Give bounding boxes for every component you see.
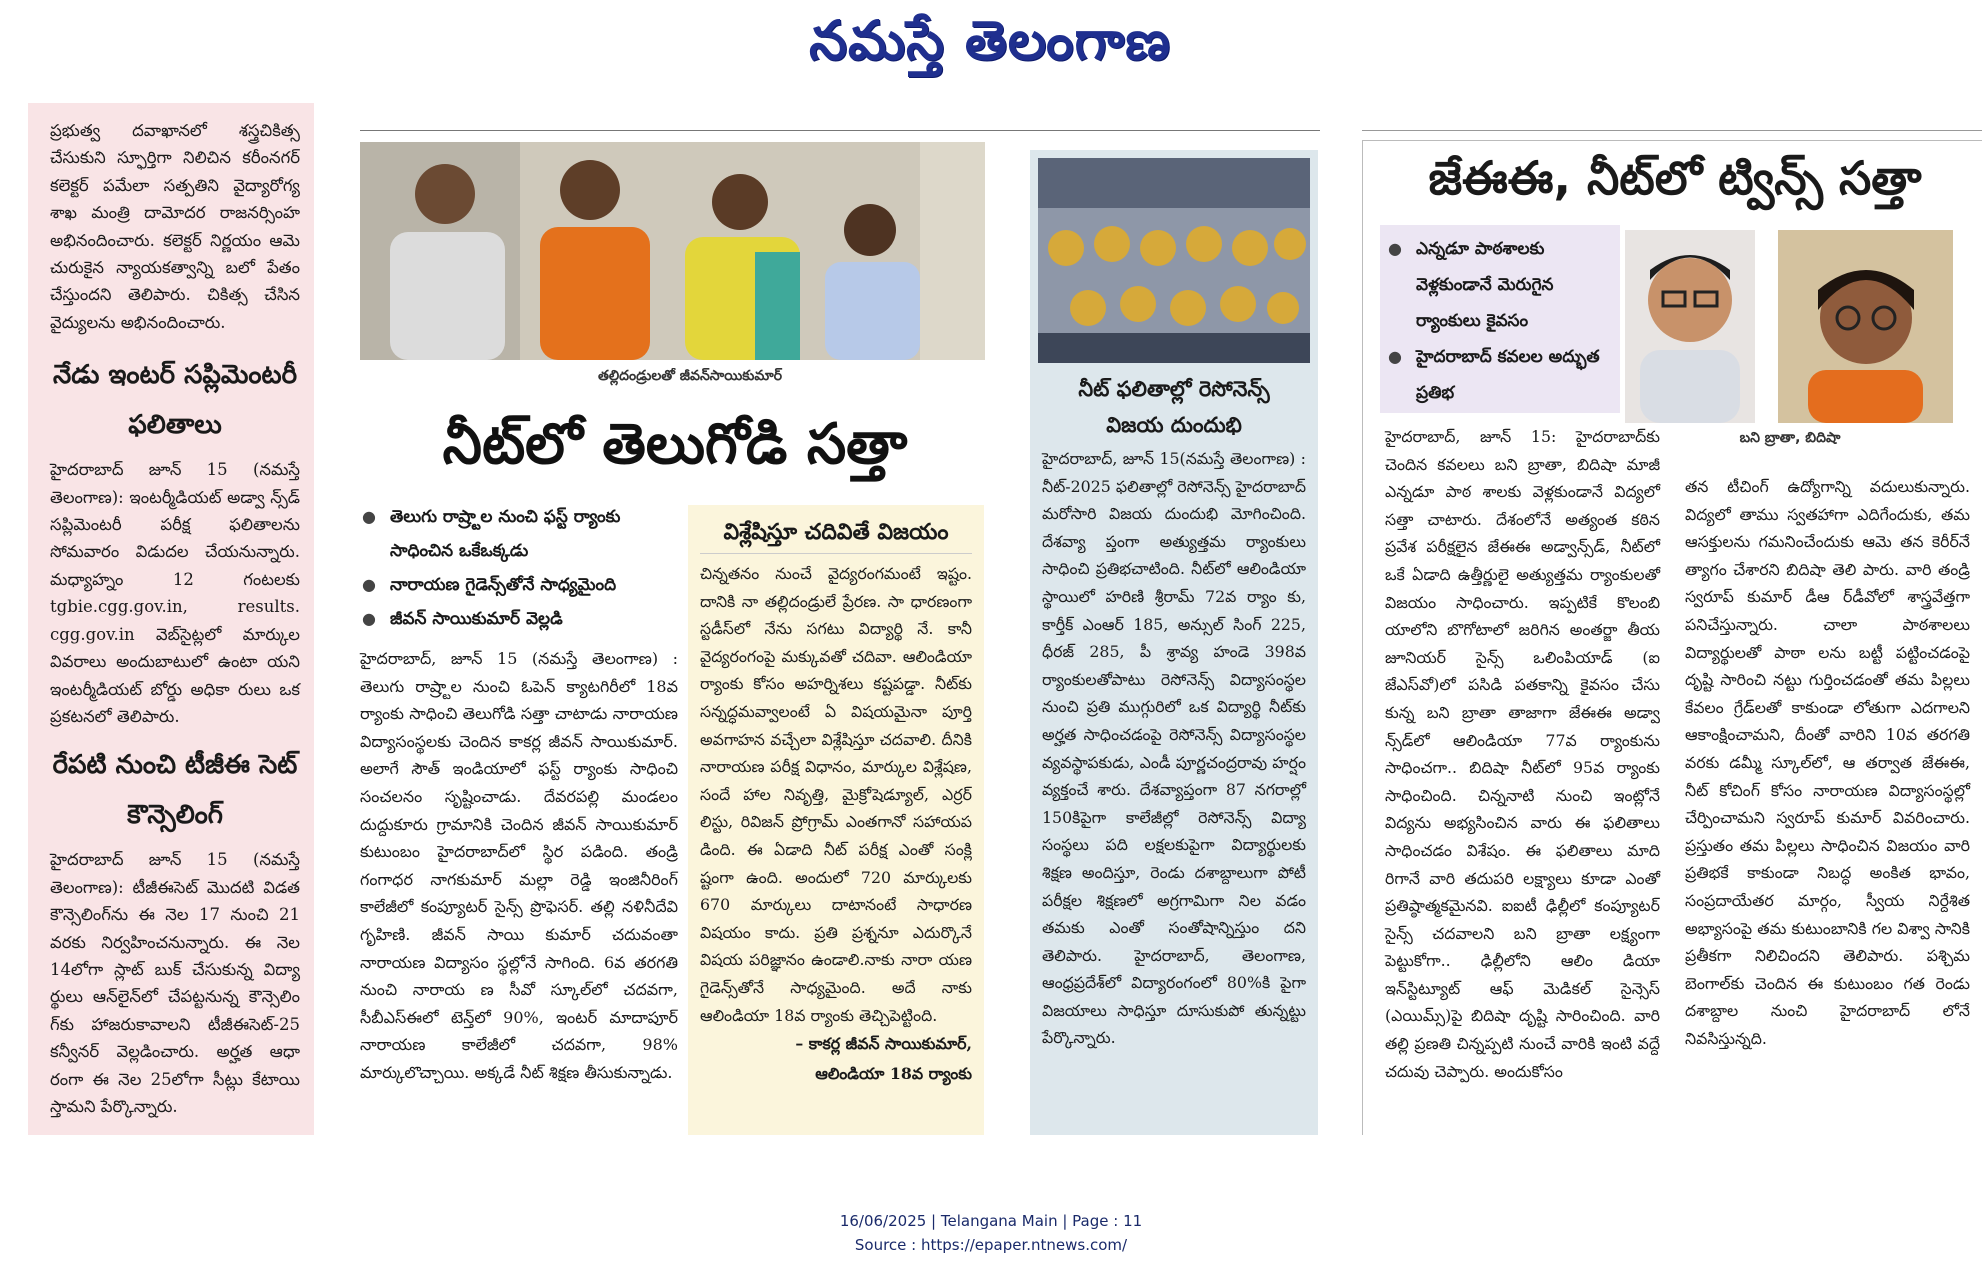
- twins-text-part-2: తన టీచింగ్ ఉద్యోగాన్ని వదులుకున్నారు. విద్యలో తాము స్వతహాగా ఎదిగేందుకు, తమ ఆసక్తులను గమనించేందుకు ఆమె తన కెరీర్‌నే త్యాగం చేశారని బిదిషా తెలి పారు. వారి తండ్రి స్వరూప్ కుమార్ డీఆ ర్‌డీవోలో శాస్త్రవేత్తగా పనిచేస్తున్నారు. చాలా పాఠశాలలు విద్యార్థులతో పాఠా లను బట్టీ పట్టించడంపై దృష్టి సారించి నట్టు గుర్తించడంతో తమ పిల్లలు కేవలం గ్రేడ్‌లతో కాకుండా లోతుగా ఎదగాలని ఆకాంక్షించామని, దీంతో వారిని 10వ తరగతి వరకు డమ్మీ స్కూల్‌లో, ఆ తర్వాత జేఈఈ, నీట్ కోచింగ్ కోసం నారాయణ విద్యాసంస్థల్లో చేర్పించామని స్వరూప్ కుమార్ వివరించారు. ప్రస్తుతం తమ పిల్లలు సాధించిన విజయం వారి ప్రతిభకే కాకుండా నిబద్ధ అంకిత భావం, సంప్రదాయేతర మార్గం, స్వీయ నిర్దేశిత అభ్యాసంపై తమ కుటుంబానికి గల విశ్వా సానికి ప్రతీకగా నిలిచిందని తెలిపారు. పశ్చిమ బెంగాల్‌కు చెందిన ఈ కుటుంబం గత రెండు దశాబ్దాల నుంచి హైదరాబాద్ లోనే నివసిస్తున్నది.: [1685, 477, 1970, 1048]
- top-rule: [360, 130, 1320, 131]
- main-story-text: హైదరాబాద్, జూన్ 15 (నమస్తే తెలంగాణ) : తెలుగు రాష్ర్టాల నుంచి ఓపెన్ క్యాటగిరీలో 18వ ర్యాంకు సాధించి తెలుగోడి సత్తా చాటాడు నారాయణ విద్యాసంస్థలకు చెందిన కాకర్ల జీవన్ సాయికుమార్. అలాగే సౌత్ ఇండియాలో ఫస్ట్ ర్యాంకు సాధించి సంచలనం సృష్టించాడు. దేవరపల్లి మండలం దుద్దుకూరు గ్రామానికి చెందిన జీవన్ సాయికుమార్ కుటుంబం హైదరాబాద్‌లో స్థిర పడింది. తండ్రి గంగాధర నాగకుమార్ మల్లా రెడ్డి ఇంజినీరింగ్ కాలేజీలో కంప్యూటర్ సైన్స్ ప్రొఫెసర్. తల్లి నళినీదేవి గృహిణి. జీవన్ సాయి కుమార్ చదువంతా నారాయణ విద్యాసం స్థల్లోనే సాగింది. 6వ తరగతి నుంచి నారాయ ణ సీవో స్కూల్‌లో చదవగా, సీబీఎస్‌ఈలో టెన్త్‌లో 90%, ఇంటర్ మాదాపూర్ నారాయణ కాలేజీలో చదవగా, 98% మార్కులొచ్చాయి. అక్కడే నీట్ శిక్షణ తీసుకున్నాడు.: [360, 649, 678, 1082]
- twins-bullet: ● హైదరాబాద్ కవలల అద్భుత ప్రతిభ: [1388, 339, 1612, 411]
- main-bullet: ● జీవన్ సాయికుమార్ వెల్లడి: [362, 602, 682, 636]
- resonance-headline-2: విజయ దుందుభి: [1106, 413, 1242, 437]
- newspaper-masthead: నమస్తే తెలంగాణ: [809, 8, 1171, 72]
- analysis-sidebar-box: [688, 505, 984, 1135]
- resonance-story: [1030, 150, 1318, 1135]
- twins-bullet-box: [1380, 225, 1620, 413]
- resonance-students-photo: [1038, 158, 1310, 363]
- right-top-rule: [1362, 130, 1982, 131]
- resonance-text: హైదరాబాద్, జూన్ 15(నమస్తే తెలంగాణ) : నీట్-2025 ఫలితాల్లో రెసోనెన్స్ హైదరాబాద్ మరోసారి విజయ దుందుభి మోగించింది. దేశవ్యా ప్తంగా అత్యుత్తమ ర్యాంకులు సాధించి ప్రతిభచాటింది. నీట్‌లో ఆలిండియా స్థాయిలో హరిణి శ్రీరామ్ 72వ ర్యాం కు, కార్తీక్ ఎంఆర్ 185, అన్సుల్ సింగ్ 225, ధీరజ్ 285, పీ శ్రావ్య హండె 398వ ర్యాంకులతోపాటు రెసోనెన్స్ విద్యాసంస్థల నుంచి ప్రతి ముగ్గురిలో ఒక విద్యార్థి నీట్‌కు అర్హత సాధించడంపై రెసోనెన్స్ విద్యాసంస్థల వ్యవస్థాపకుడు, ఎండీ పూర్ణచంద్రరావు హర్షం వ్యక్తంచే శారు. దేశవ్యాప్తంగా 87 నగరాల్లో 150కిపైగా కాలేజీల్లో రెసోనెన్స్ విద్యా సంస్థలు పది లక్షలకుపైగా విద్యార్థులకు శిక్షణ అందిస్తూ, రెండు దశాబ్దాలుగా పోటీ పరీక్షల శిక్షణలో అగ్రగామిగా నిల వడం తమకు ఎంతో సంతోషాన్నిస్తుం దని తెలిపారు. హైదరాబాద్, తెలంగాణ, ఆంధ్రప్రదేశ్‌లో విద్యారంగంలో 80%కి పైగా విజయాలు సాధిస్తూ దూసుకుపో తున్నట్టు పేర్కొన్నారు.: [1042, 449, 1306, 1048]
- collector-brief-text: ప్రభుత్వ దవాఖానలో శస్త్రచికిత్స చేసుకుని స్ఫూర్తిగా నిలిచిన కరీంనగర్ కలెక్టర్ పమేలా సత్పతిని వైద్యారోగ్య శాఖ మంత్రి దామోదర రాజనర్సింహ అభినందించారు. కలెక్టర్ నిర్ణయం ఆమె చురుకైన న్యాయకత్వాన్ని బలో పేతం చేస్తుందని తెలిపారు. చికిత్స చేసిన వైద్యులను అభినందించారు.: [50, 121, 300, 332]
- family-photo-caption: తల్లిదండ్రులతో జీవన్‌సాయికుమార్: [597, 368, 783, 384]
- sidebar-text: చిన్నతనం నుంచే వైద్యరంగమంటే ఇష్టం. దానికి నా తల్లిదండ్రులే ప్రేరణ. సా ధారణంగా స్టడీస్‌లో నేను సగటు విద్యార్థి నే. కానీ వైద్యరంగంపై మక్కువతో చదివా. ఆలిండియా ర్యాంకు కోసం అహర్నిశలు కష్టపడ్డా. నీట్‌కు సన్నద్ధమవ్వాలంటే ఏ విషయమైనా పూర్తి అవగాహన వచ్చేలా విశ్లేషిస్తూ చదవాలి. దీనికి నారాయణ పరీక్ష విధానం, మార్కుల విశ్లేషణ, సందే హాల నివృత్తి, మైక్రోషెడ్యూల్, ఎర్రర్ లిస్టు, రివిజన్ ప్రోగ్రామ్ ఎంతగానో సహాయప డింది. ఈ ఏడాది నీట్ పరీక్ష ఎంతో సంక్లి ష్టంగా ఉంది. అందులో 720 మార్కులకు 670 మార్కులు దాటానంటే సాధారణ విషయం కాదు. ప్రతి ప్రశ్ననూ ఎదుర్కొనే విషయ పరిజ్ఞానం ఉండాలి.నాకు నారా యణ గైడెన్స్‌తోనే సాధ్యమైంది. అదే నాకు ఆలిండియా 18వ ర్యాంకు తెచ్చిపెట్టింది.: [700, 564, 972, 1025]
- twins-headline: జేఈఈ, నీట్‌లో ట్విన్స్ సత్తా: [1428, 151, 1922, 205]
- sidebar-signature-rank: ఆలిండియా 18వ ర్యాంకు: [815, 1064, 972, 1084]
- left-briefs-column: [28, 103, 314, 1135]
- sidebar-signature-name: – కాకర్ల జీవన్ సాయికుమార్,: [795, 1034, 972, 1054]
- footer-source-line: Source : https://epaper.ntnews.com/: [854, 1236, 1128, 1254]
- main-bullets: [362, 500, 682, 636]
- twins-text-part-1: హైదరాబాద్, జూన్ 15: హైదరాబాద్‌కు చెందిన కవలలు బని బ్రాతా, బిదిషా మాజీ ఎన్నడూ పాఠ శాలకు వెళ్లకుండానే విద్యలో సత్తా చాటారు. దేశంలోనే అత్యంత కఠిన ప్రవేశ పరీక్షలైన జేఈఈ అడ్వాన్స్‌డ్, నీట్‌లో ఒకే ఏడాది ఉత్తీర్ణులై అత్యుత్తమ ర్యాంకులతో విజయం సాధించారు. ఇప్పటికే కొలంబి యాలోని బొగోటాలో జరిగిన అంతర్జా తీయ జూనియర్ సైన్స్ ఒలింపియాడ్ (ఐ జేఎస్‌వో)లో పసిడి పతకాన్ని కైవసం చేసు కున్న బని బ్రాతా తాజాగా జేఈఈ అడ్వా న్స్‌డ్‌లో ఆలిండియా 77వ ర్యాంకును సాధించగా.. బిదిషా నీట్‌లో 95వ ర్యాంకు సాధించింది. చిన్ననాటి నుంచి ఇంట్లోనే విద్యను అభ్యసించిన వారు ఈ ఫలితాలు సాధించడం విశేషం. ఈ ఫలితాలు మాది రిగానే వారి తదుపరి లక్ష్యాలు కూడా ఎంతో ప్రతిష్ఠాత్మకమైనవి. ఐఐటీ ఢిల్లీలో కంప్యూటర్ సైన్స్ చదవాలని బని బ్రాతా లక్ష్యంగా పెట్టుకోగా.. ఢిల్లీలోని ఆలిం డియా ఇన్‌స్టిట్యూట్ ఆఫ్ మెడికల్ సైన్సెస్ (ఎయిమ్స్)పై బిదిషా దృష్టి సారించింది. వారి తల్లి ప్రణతి చిన్నప్పటి నుంచే వారికి ఇంటి వద్దే చదువు చెప్పారు. అందుకోసం: [1385, 427, 1660, 1081]
- main-story-body: [360, 645, 678, 1087]
- twins-text-col-2: [1685, 473, 1970, 1052]
- twins-text-col-1: [1385, 423, 1660, 1085]
- sidebar-title: విశ్లేషిస్తూ చదివితే విజయం: [700, 513, 972, 554]
- jeevan-family-photo: [360, 142, 985, 360]
- footer-edition-line: 16/06/2025 | Telangana Main | Page : 11: [839, 1212, 1143, 1230]
- bidisha-photo: [1778, 230, 1953, 423]
- tgecet-counselling-heading: రేపటి నుంచి టీజీఈ సెట్ కౌన్సెలింగ్: [52, 750, 298, 831]
- inter-supplementary-heading: నేడు ఇంటర్ సప్లిమెంటరీ ఫలితాలు: [52, 360, 298, 441]
- main-bullet: ● నారాయణ గైడెన్స్‌తోనే సాధ్యమైంది: [362, 568, 682, 602]
- resonance-headline-1: నీట్ ఫలితాల్లో రెసోనెన్స్: [1078, 377, 1270, 401]
- main-bullet: ● తెలుగు రాష్ర్టాల నుంచి ఫస్ట్ ర్యాంకు సాధించిన ఒకేఒక్కడు: [362, 500, 682, 568]
- twins-bullet: ● ఎన్నడూ పాఠశాలకు వెళ్లకుండానే మెరుగైన ర్యాంకులు కైవసం: [1388, 231, 1612, 339]
- tgecet-counselling-text: హైదరాబాద్ జూన్ 15 (నమస్తే తెలంగాణ): టీజీఈసెట్ మొదటి విడత కౌన్సెలింగ్‌ను ఈ నెల 17 నుంచి 21 వరకు నిర్వహించనున్నారు. ఈ నెల 14లోగా స్లాట్ బుక్ చేసుకున్న విద్యా ర్థులు ఆన్‌లైన్‌లో చేపట్టనున్న కౌన్సెలిం గ్‌కు హాజరుకావాలని టీజీఈసెట్-25 కన్వీనర్ వెల్లడించారు. అర్హత ఆధా రంగా ఈ నెల 25లోగా సీట్లు కేటాయి స్తామని పేర్కొన్నారు.: [50, 850, 300, 1116]
- inter-supplementary-text: హైదరాబాద్ జూన్ 15 (నమస్తే తెలంగాణ): ఇంటర్మీడియట్ అడ్వా న్స్‌డ్ సప్లిమెంటరీ పరీక్ష ఫలితాలను సోమవారం విడుదల చేయనున్నారు. మధ్యాహ్నం 12 గంటలకు tgbie.cgg.gov.in, results. cgg.gov.in వెబ్‌సైట్లలో మార్కుల వివరాలు అందుబాటులో ఉంటా యని ఇంటర్మీడియట్ బోర్డు అధికా రులు ఒక ప్రకటనలో తెలిపారు.: [50, 460, 300, 726]
- main-headline: నీట్‌లో తెలుగోడి సత్తా: [442, 412, 908, 477]
- bani-brata-photo: [1625, 230, 1755, 423]
- twins-photo-caption: బని బ్రాతా, బిదిషా: [1739, 430, 1841, 446]
